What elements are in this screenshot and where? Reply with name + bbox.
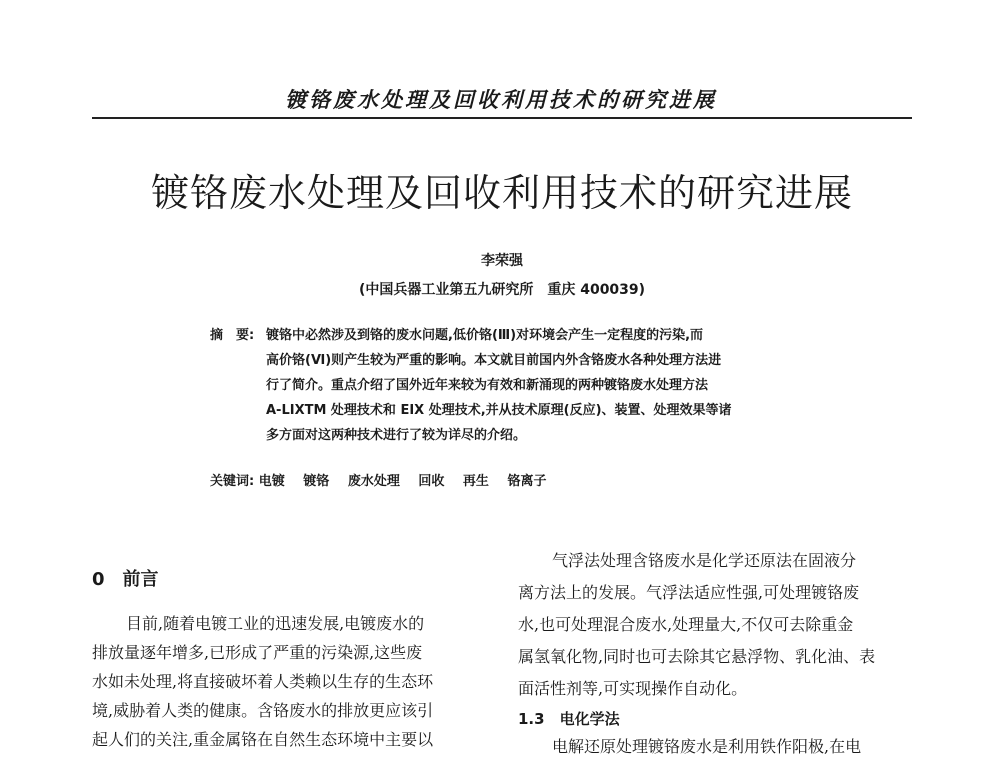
- abstract-label: 摘 要:: [210, 328, 255, 343]
- abstract-line: 镀铬中必然涉及到铬的废水问题,低价铬(Ⅲ)对环境会产生一定程度的污染,而: [266, 328, 704, 343]
- keyword: 废水处理: [347, 474, 400, 489]
- abstract-line: 行了简介。重点介绍了国外近年来较为有效和新涌现的两种镀铬废水处理方法: [266, 378, 709, 393]
- abstract-line: 多方面对这两种技术进行了较为详尽的介绍。: [266, 428, 527, 443]
- abstract: [210, 323, 810, 448]
- affiliation: (中国兵器工业第五九研究所 重庆 400039): [358, 282, 646, 298]
- running-header: 镀铬废水处理及回收利用技术的研究进展: [285, 87, 717, 112]
- body-line: 起人们的关注,重金属铬在自然生态环境中主要以: [92, 730, 434, 749]
- body-line: 属氢氧化物,同时也可去除其它悬浮物、乳化油、表: [518, 647, 876, 666]
- keywords-label: 关键词:: [210, 474, 255, 489]
- body-line: 电解还原处理镀铬废水是利用铁作阳极,在电: [552, 737, 862, 756]
- body-line: 离方法上的发展。气浮法适应性强,可处理镀铬废: [518, 583, 860, 602]
- section-heading-intro: 0 前言: [92, 569, 159, 590]
- header-rule: [92, 117, 912, 119]
- body-line: 水,也可处理混合废水,处理量大,不仅可去除重金: [518, 615, 854, 634]
- body-line: 水如未处理,将直接破坏着人类赖以生存的生态环: [92, 672, 434, 691]
- body-line: 面活性剂等,可实现操作自动化。: [518, 679, 748, 698]
- keyword: 电镀: [258, 474, 285, 489]
- keyword: 铬离子: [507, 474, 547, 489]
- author: 李荣强: [481, 253, 523, 269]
- subsection-heading-electrochemical: 1.3 电化学法: [518, 710, 620, 728]
- body-line: 境,威胁着人类的健康。含铬废水的排放更应该引: [92, 701, 434, 720]
- paper-title: 镀铬废水处理及回收利用技术的研究进展: [150, 171, 853, 215]
- keyword: 镀铬: [303, 474, 330, 489]
- keyword: 再生: [462, 474, 489, 489]
- body-line: 排放量逐年增多,已形成了严重的污染源,这些废: [92, 643, 423, 662]
- body-line: 气浮法处理含铬废水是化学还原法在固液分: [552, 551, 857, 570]
- keywords: [210, 470, 810, 489]
- abstract-line: 高价铬(Ⅵ)则产生较为严重的影响。本文就目前国内外含铬废水各种处理方法进: [266, 353, 722, 368]
- abstract-body: [266, 323, 810, 448]
- body-line: 目前,随着电镀工业的迅速发展,电镀废水的: [126, 614, 425, 633]
- abstract-line: A-LIXTM 处理技术和 EIX 处理技术,并从技术原理(反应)、装置、处理效果等诸: [266, 403, 732, 418]
- keyword: 回收: [418, 474, 445, 489]
